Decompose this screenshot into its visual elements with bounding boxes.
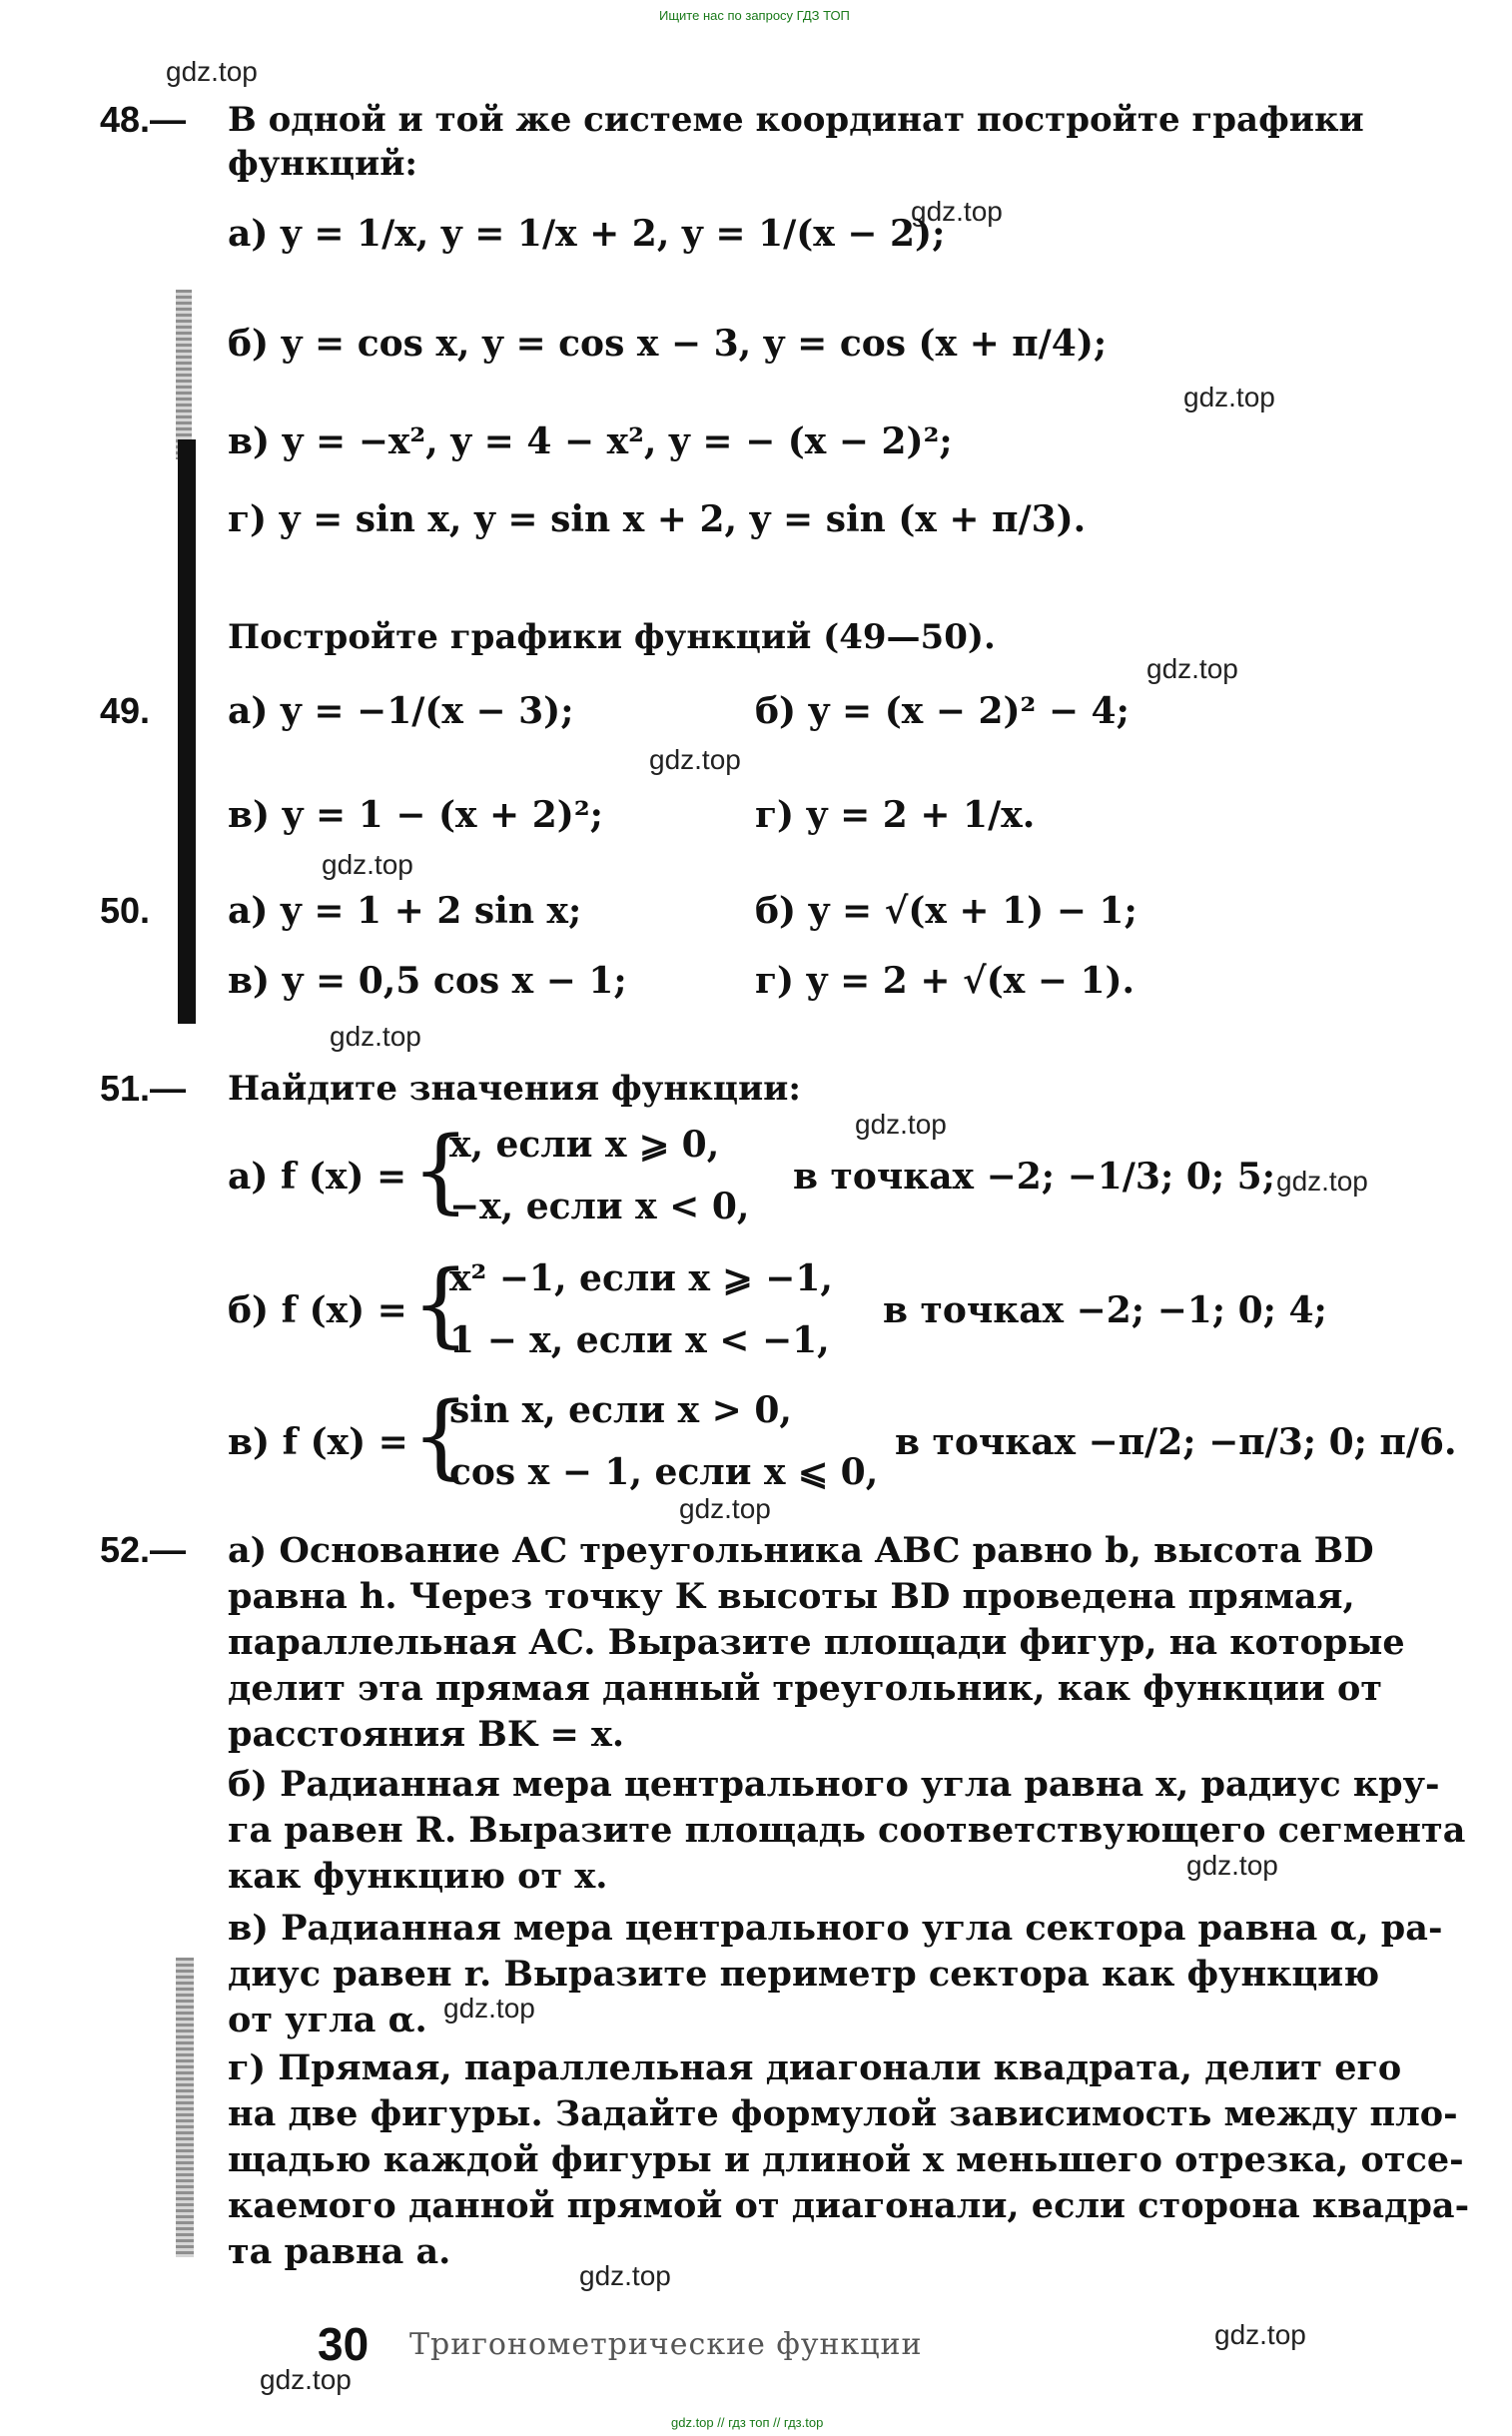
- problem-51-v-points: в точках −π/2; −π/3; 0; π/6.: [895, 1421, 1457, 1463]
- problem-51-v-label: в) f (x) =: [228, 1421, 408, 1463]
- running-title: Тригонометрические функции: [409, 2327, 923, 2362]
- problem-49-g: г) y = 2 + 1/x.: [755, 794, 1036, 836]
- problem-51-b-points: в точках −2; −1; 0; 4;: [883, 1289, 1327, 1331]
- problem-49-v: в) y = 1 − (x + 2)²;: [228, 794, 603, 836]
- watermark: gdz.top: [679, 1493, 771, 1524]
- problem-52-g-line1: г) Прямая, параллельная диагонали квадрата, делит его: [228, 2047, 1402, 2088]
- watermark: gdz.top: [579, 2260, 671, 2291]
- problem-50-v: в) y = 0,5 cos x − 1;: [228, 960, 627, 1002]
- problem-51-b-case1: x² −1, если x ⩾ −1,: [449, 1257, 833, 1299]
- problem-51-a-points: в точках −2; −1/3; 0; 5;: [793, 1156, 1276, 1198]
- problem-51-a-case2: −x, если x < 0,: [449, 1186, 750, 1227]
- brace-icon: {: [411, 1117, 470, 1223]
- problem-52-v-line2: диус равен r. Выразите периметр сектора как функцию: [228, 1954, 1380, 1995]
- problem-number-50: 50.: [100, 890, 151, 931]
- brace-icon: {: [411, 1382, 470, 1489]
- group-heading-49-50: Постройте графики функций (49—50).: [228, 617, 996, 657]
- problem-50-g: г) y = 2 + √(x − 1).: [755, 960, 1135, 1002]
- problem-52-g-line2: на две фигуры. Задайте формулой зависимость между пло-: [228, 2093, 1458, 2134]
- problem-52-b-line2: га равен R. Выразите площадь соответствующего сегмента: [228, 1810, 1466, 1851]
- watermark: gdz.top: [911, 196, 1003, 227]
- problem-52-v-line3: от угла α.: [228, 2000, 427, 2040]
- problem-number-51: 51.—: [100, 1068, 187, 1109]
- watermark: gdz.top: [260, 2364, 352, 2395]
- problem-52-g-line3: щадью каждой фигуры и длиной x меньшего отрезка, отсе-: [228, 2139, 1464, 2180]
- problem-48-intro-line1: В одной и той же системе координат постройте графики: [228, 100, 1364, 140]
- problem-51-a-label: а) f (x) =: [228, 1156, 407, 1198]
- problem-52-v-line1: в) Радианная мера центрального угла сектора равна α, ра-: [228, 1908, 1443, 1949]
- watermark: gdz.top: [855, 1109, 947, 1140]
- problem-52-g-line5: та равна a.: [228, 2231, 451, 2272]
- problem-52-b-line3: как функцию от x.: [228, 1856, 608, 1897]
- problem-51-v-case2: cos x − 1, если x ⩽ 0,: [449, 1451, 879, 1493]
- page-number: 30: [318, 2318, 370, 2370]
- problem-49-b: б) y = (x − 2)² − 4;: [755, 690, 1130, 732]
- problem-52-a-line5: расстояния BK = x.: [228, 1714, 625, 1755]
- problem-number-48: 48.—: [100, 99, 187, 140]
- watermark: gdz.top: [1186, 1850, 1278, 1881]
- problem-52-a-line3: параллельная AC. Выразите площади фигур, на которые: [228, 1622, 1405, 1663]
- problem-48-b: б) y = cos x, y = cos x − 3, y = cos (x + π/4);: [228, 323, 1108, 365]
- problem-52-a-line1: а) Основание AC треугольника ABC равно b, высота BD: [228, 1530, 1374, 1571]
- problem-50-b: б) y = √(x + 1) − 1;: [755, 890, 1137, 932]
- problem-50-a: а) y = 1 + 2 sin x;: [228, 890, 582, 932]
- watermark: gdz.top: [649, 744, 741, 775]
- top-watermark: Ищите нас по запросу ГДЗ ТОП: [659, 8, 850, 23]
- watermark: gdz.top: [322, 849, 413, 880]
- watermark: gdz.top: [1183, 382, 1275, 412]
- problem-48-intro-line2: функций:: [228, 144, 417, 184]
- problem-51-v-case1: sin x, если x > 0,: [449, 1389, 792, 1431]
- problem-51-b-case2: 1 − x, если x < −1,: [449, 1319, 830, 1361]
- margin-mark: [176, 1958, 194, 2257]
- problem-48-v: в) y = −x², y = 4 − x², y = − (x − 2)²;: [228, 420, 953, 462]
- problem-51-b-label: б) f (x) =: [228, 1289, 407, 1331]
- watermark: gdz.top: [1214, 2319, 1306, 2350]
- watermark: gdz.top: [1146, 653, 1238, 684]
- watermark: gdz.top: [166, 56, 258, 87]
- problem-52-b-line1: б) Радианная мера центрального угла равна x, радиус кру-: [228, 1764, 1440, 1805]
- bottom-watermark: gdz.top // гдз топ // гдз.top: [671, 2415, 824, 2430]
- watermark: gdz.top: [330, 1021, 421, 1052]
- brace-icon: {: [411, 1250, 470, 1357]
- margin-bar: [178, 439, 196, 1024]
- problem-48-a: а) y = 1/x, y = 1/x + 2, y = 1/(x − 2);: [228, 213, 946, 255]
- problem-number-52: 52.—: [100, 1529, 187, 1570]
- margin-mark: [176, 290, 192, 459]
- watermark: gdz.top: [1276, 1166, 1368, 1197]
- problem-51-intro: Найдите значения функции:: [228, 1069, 801, 1109]
- problem-48-g: г) y = sin x, y = sin x + 2, y = sin (x + π/3).: [228, 498, 1087, 540]
- problem-number-49: 49.: [100, 690, 151, 731]
- problem-52-g-line4: каемого данной прямой от диагонали, если сторона квадра-: [228, 2185, 1470, 2226]
- problem-52-a-line4: делит эта прямая данный треугольник, как функции от: [228, 1668, 1383, 1709]
- problem-49-a: а) y = −1/(x − 3);: [228, 690, 574, 732]
- problem-51-a-case1: x, если x ⩾ 0,: [449, 1124, 720, 1166]
- problem-52-a-line2: равна h. Через точку K высоты BD проведена прямая,: [228, 1576, 1355, 1617]
- watermark: gdz.top: [443, 1993, 535, 2024]
